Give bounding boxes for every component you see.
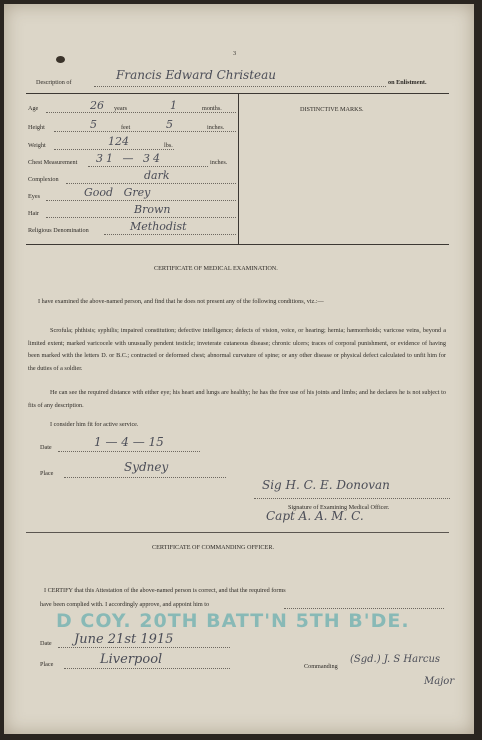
attestation-page	[4, 4, 474, 734]
complexion-dots	[66, 183, 236, 184]
hair-value: Brown	[134, 203, 171, 216]
medical-place-value: Sydney	[124, 460, 169, 474]
commanding-date-value: June 21st 1915	[74, 632, 174, 647]
column-divider	[238, 93, 239, 245]
chest-value: 31 — 34	[96, 152, 163, 165]
eyes-dots	[46, 200, 236, 201]
hair-dots	[46, 217, 236, 218]
section-rule	[26, 532, 449, 533]
commanding-date-dots	[58, 647, 230, 648]
description-line	[94, 86, 386, 87]
eyes-value: Good Grey	[84, 186, 151, 199]
religion-value: Methodist	[130, 220, 187, 233]
commanding-heading: CERTIFICATE OF COMMANDING OFFICER.	[152, 544, 275, 551]
commanding-text-1: I CERTIFY that this Attestation of the above-named person is correct, and that the required forms	[44, 587, 286, 594]
medical-officer-signature: Sig H. C. E. Donovan	[262, 478, 390, 492]
bottom-rule	[26, 244, 449, 245]
medical-sight: He can see the required distance with either eye; his heart and lungs are healthy; he has the free use of his joints and limbs; and he declares he is not subject to fits of any description.	[28, 389, 446, 409]
chest-dots	[88, 166, 208, 167]
height-label: Height	[28, 124, 45, 131]
medical-place-dots	[64, 477, 226, 478]
commanding-place-value: Liverpool	[100, 652, 163, 667]
inches-label: inches.	[207, 124, 225, 131]
commanding-appoint-dots	[284, 608, 444, 609]
height-feet: 5	[90, 118, 97, 131]
medical-officer-label: Signature of Examining Medical Officer.	[288, 504, 390, 511]
medical-intro: I have examined the above-named person, and find that he does not present any of the following conditions, viz.:—	[38, 298, 324, 305]
commanding-date-label: Date	[40, 640, 52, 647]
medical-conditions: Scrofula; phthisis; syphilis; impaired constitution; defective intelligence; defects of vision, voice, or hearing; hernia; hæmorrhoids; varicose veins, beyond a limited extent; marked varicocele with unusually pendent testicle; inveterate cutaneous disease; chronic ulcers; traces of corporal punishment, or evidence of having been marked with the letters D. or B.C.; contracted or deformed chest; abnormal curvature of spine; or any other disease or physical defect calculated to unfit him for the duties of a soldier.	[28, 327, 446, 372]
medical-heading: CERTIFICATE OF MEDICAL EXAMINATION.	[154, 265, 278, 272]
complexion-label: Complexion	[28, 176, 59, 183]
commanding-text-2: have been complied with. I accordingly approve, and appoint him to	[40, 601, 210, 608]
complexion-value: dark	[144, 169, 170, 182]
medical-officer-rank: Capt A. A. M. C.	[266, 509, 364, 523]
age-months: 1	[170, 99, 177, 112]
punch-hole	[56, 56, 65, 63]
medical-signature-dots	[254, 498, 450, 499]
chest-inches-label: inches.	[210, 159, 228, 166]
commanding-place-label: Place	[40, 661, 54, 668]
weight-value: 124	[108, 135, 129, 148]
chest-label: Chest Measurement	[28, 159, 78, 166]
description-label: Description of	[36, 79, 72, 86]
weight-dots	[54, 149, 174, 150]
weight-label: Weight	[28, 142, 46, 149]
months-label: months.	[202, 105, 222, 112]
unit-stamp: D COY. 20TH BATT'N 5TH B'DE.	[56, 610, 410, 632]
feet-label: feet	[121, 124, 131, 131]
description-name: Francis Edward Christeau	[116, 68, 277, 82]
medical-fit: I consider him fit for active service.	[50, 421, 139, 428]
age-years: 26	[90, 99, 104, 112]
description-enlistment: on Enlistment.	[388, 79, 427, 86]
lbs-label: lbs.	[164, 142, 173, 149]
religion-dots	[104, 234, 236, 235]
religion-label: Religious Denomination	[28, 227, 89, 234]
commanding-signature: (Sgd.) J. S Harcus	[350, 654, 441, 665]
hair-label: Hair	[28, 210, 39, 217]
medical-date-dots	[58, 451, 200, 452]
height-inches: 5	[166, 118, 173, 131]
commanding-label: Commanding	[304, 663, 338, 670]
years-label: years	[114, 105, 128, 112]
eyes-label: Eyes	[28, 193, 41, 200]
height-dots	[54, 131, 236, 132]
medical-place-label: Place	[40, 470, 54, 477]
age-label: Age	[28, 105, 39, 112]
distinctive-marks-heading: DISTINCTIVE MARKS.	[300, 106, 364, 113]
age-dots	[46, 112, 236, 113]
medical-date-value: 1 — 4 — 15	[94, 435, 164, 449]
page-number: 3	[233, 50, 237, 57]
commanding-rank: Major	[424, 676, 455, 687]
medical-date-label: Date	[40, 444, 52, 451]
commanding-place-dots	[64, 668, 230, 669]
